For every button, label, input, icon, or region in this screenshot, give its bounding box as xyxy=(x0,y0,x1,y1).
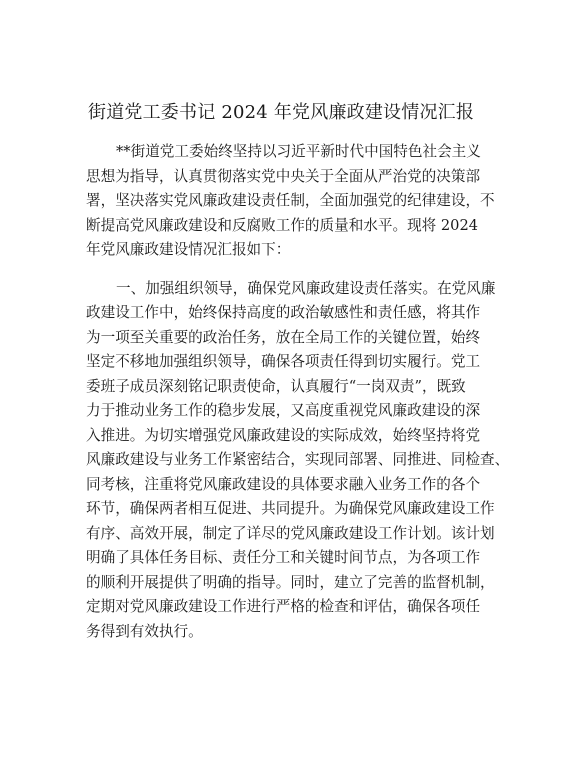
paragraph-line: 为一项至关重要的政治任务，放在全局工作的关键位置，始终 xyxy=(86,328,481,346)
paragraph-line: 一、加强组织领导，确保党风廉政建设责任落实。在党风廉 xyxy=(116,279,496,297)
paragraph-line: 有序、高效开展，制定了详尽的党风廉政建设工作计划。该计划 xyxy=(86,524,495,542)
paragraph-line: 署，坚决落实党风廉政建设责任制，全面加强党的纪律建设，不 xyxy=(86,192,495,209)
paragraph-intro xyxy=(86,140,516,263)
paragraph-line: 环节，确保两者相互促进、共同提升。为确保党风廉政建设工作 xyxy=(86,500,495,517)
document-body xyxy=(86,140,516,658)
paragraph-section-one xyxy=(86,277,516,645)
paragraph-line: 明确了具体任务目标、责任分工和关键时间节点，为各项工作 xyxy=(86,549,481,566)
paragraph-line: 入推进。为切实增强党风廉政建设的实际成效，始终坚持将党 xyxy=(86,426,481,444)
document-title: 街道党工委书记 2024 年党风廉政建设情况汇报 xyxy=(88,102,475,123)
paragraph-line: 政建设工作中，始终保持高度的政治敏感性和责任感，将其作 xyxy=(86,304,481,321)
paragraph-line: 定期对党风廉政建设工作进行严格的检查和评估，确保各项任 xyxy=(86,598,481,615)
paragraph-line: **街道党工委始终坚持以习近平新时代中国特色社会主义 xyxy=(116,143,481,160)
paragraph-line: 力于推动业务工作的稳步发展，又高度重视党风廉政建设的深 xyxy=(86,402,481,419)
paragraph-line: 年党风廉政建设情况汇报如下： xyxy=(86,241,291,258)
paragraph-line: 坚定不移地加强组织领导，确保各项责任得到切实履行。党工 xyxy=(86,353,481,370)
paragraph-line: 同考核，注重将党风廉政建设的具体要求融入业务工作的各个 xyxy=(86,475,481,493)
paragraph-line: 思想为指导，认真贯彻落实党中央关于全面从严治党的决策部 xyxy=(86,167,481,185)
paragraph-line: 的顺利开展提供了明确的指导。同时，建立了完善的监督机制， xyxy=(86,573,495,591)
paragraph-line: 委班子成员深刻铭记职责使命，认真履行“一岗双责”，既致 xyxy=(86,377,466,395)
paragraph-line: 断提高党风廉政建设和反腐败工作的质量和水平。现将 2024 xyxy=(86,216,479,234)
paragraph-line: 务得到有效执行。 xyxy=(86,622,203,640)
paragraph-line: 风廉政建设与业务工作紧密结合，实现同部署、同推进、同检查、 xyxy=(86,451,510,468)
